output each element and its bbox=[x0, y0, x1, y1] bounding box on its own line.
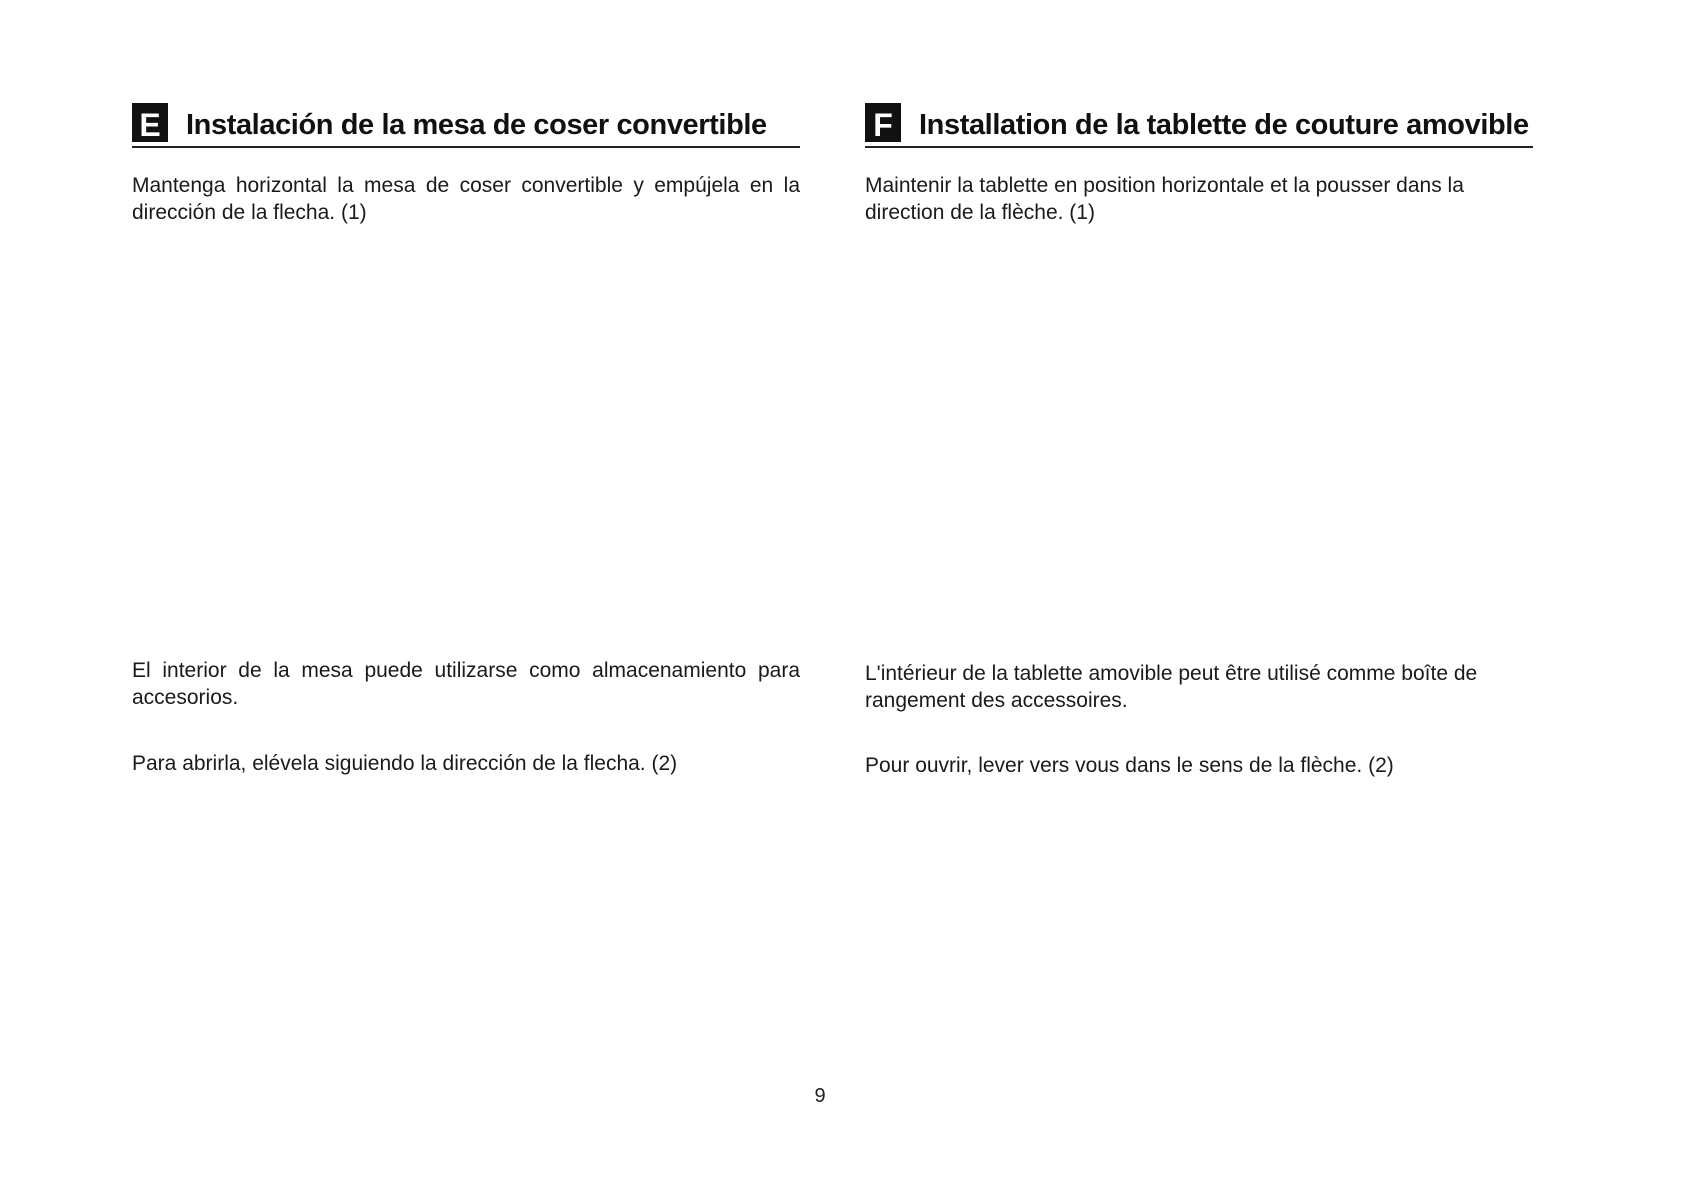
spanish-heading bbox=[132, 100, 800, 148]
page-number: 9 bbox=[814, 1085, 826, 1107]
french-paragraph-2: L'intérieur de la tablette amovible peut être utilisé comme boîte de rangement des accessoires. bbox=[865, 662, 1478, 712]
spanish-paragraph-1: Mantenga horizontal la mesa de coser convertible y empújela en la dirección de la flecha. (1) bbox=[132, 174, 800, 224]
spanish-paragraph-2: El interior de la mesa puede utilizarse como almacenamiento para accesorios. bbox=[132, 659, 800, 709]
language-badge-f: F bbox=[865, 103, 901, 142]
french-paragraph-3: Pour ouvrir, lever vers vous dans le sens de la flèche. (2) bbox=[865, 754, 1394, 777]
spanish-title: Instalación de la mesa de coser convertible bbox=[186, 109, 767, 141]
language-badge-e: E bbox=[132, 103, 168, 142]
french-paragraph-1: Maintenir la tablette en position horizontale et la pousser dans la direction de la flèche. (1) bbox=[865, 174, 1464, 224]
french-heading bbox=[865, 100, 1533, 148]
french-title: Installation de la tablette de couture amovible bbox=[919, 109, 1529, 141]
french-section bbox=[865, 100, 1533, 777]
spanish-section bbox=[132, 100, 800, 775]
spanish-paragraph-3: Para abrirla, elévela siguiendo la dirección de la flecha. (2) bbox=[132, 752, 678, 775]
